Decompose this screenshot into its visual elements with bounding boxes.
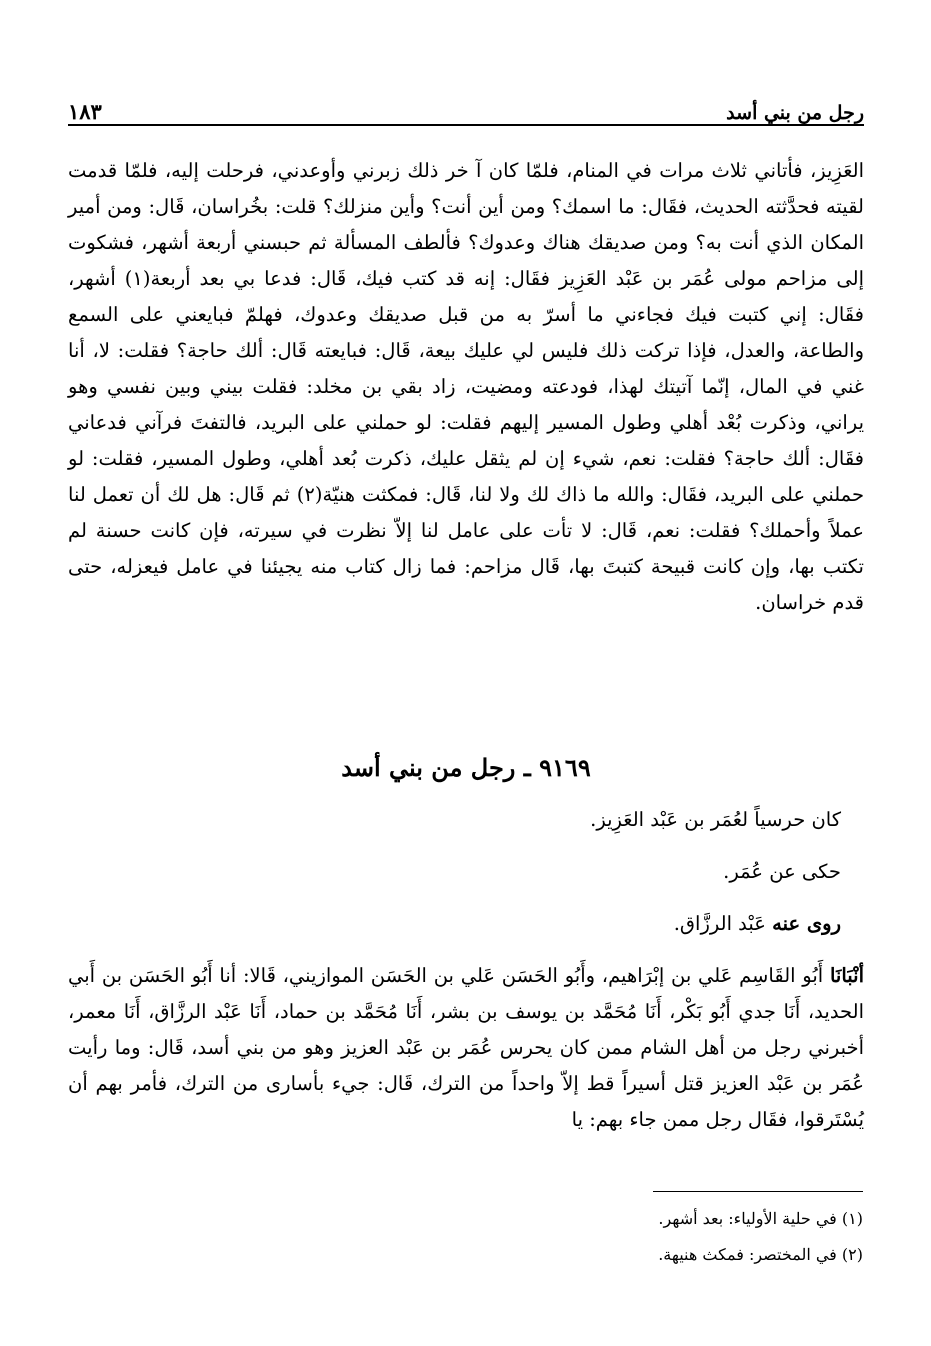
entry-narrated-from-line [674, 906, 841, 942]
isnad-keyword: أنْبَانَا [829, 964, 864, 987]
narrated-from-name: عَبْد الرزَّاق. [673, 912, 773, 935]
footnote-rule [653, 1191, 863, 1192]
isnad-text: أَبُو القَاسِم عَلي بن إبْرَاهيم، وأَبُو الحَسَن عَلي بن الحَسَن الموازيني، قَالا: أنا أَبُو الحَسَن بن أَبي الحديد، أَنَا جدي أَبُو بَكْر، أَنَا مُحَمَّد بن يوسف بن بشر، أَنَا مُحَمَّد بن حماد، أَنَا عَبْد الرزَّاق، أَنَا معمر، أخبرني رجل من أهل الشام ممن كان يحرس عُمَر بن عَبْد العزيز وهو من بني أسد، قَال: وما رأيت عُمَر بن عَبْد العزيز قتل أسيراً قط إلاّ واحداً من الترك، قَال: جيء بأسارى من الترك، فأمر بهم أن يُسْتَرقوا، فقَال رجل ممن جاء بهم: يا [68, 964, 864, 1131]
entry-narrated-line: حكى عن عُمَر. [723, 860, 841, 883]
entry-guard-line: كان حرسياً لعُمَر بن عَبْد العَزِيز. [590, 808, 841, 831]
footnote-2: (٢) في المختصر: فمكث هنيهة. [658, 1245, 863, 1264]
running-title: رجل من بني أسد [726, 102, 864, 124]
header-rule [68, 124, 864, 126]
main-paragraph: العَزِيز، فأتاني ثلاث مرات في المنام، فلمّا كان آ خر ذلك زبرني وأوعدني، فرحلت إليه، فلمّا قدمت لقيته فحدَّثته الحديث، فقَال: ما اسمك؟ ومن أين أنت؟ وأين منزلك؟ قلت: بخُراسان، قَال: ومن أمير المكان الذي أنت به؟ ومن صديقك هناك وعدوك؟ فألطف المسألة ثم حبسني أربعة أشهر، فشكوت إلى مزاحم مولى عُمَر بن عَبْد العَزِيز فقَال: إنه قد كتب فيك، قَال: فدعا بي بعد أربعة(١) أشهر، فقَال: إني كتبت فيك فجاءني ما أسرّ به من قبل صديقك وعدوك، فهلمّ فبايعني على السمع والطاعة، والعدل، فإذا تركت ذلك فليس لي عليك بيعة، قَال: فبايعته قَال: ألك حاجة؟ فقلت: لا، أنا غني في المال، إنّما آتيتك لهذا، فودعته ومضيت، زاد بقي بن مخلد: فقلت بيني وبين نفسي وهو يراني، وذكرت بُعْد أهلي وطول المسير إليهم فقلت: لو حملني على البريد، فالتفتَ فرآني فدعاني فقَال: ألك حاجة؟ فقلت: نعم، شيء إن لم يثقل عليك، ذكرت بُعد أهلي، وطول المسير، فقلت: لو حملني على البريد، فقَال: والله ما ذاك لك ولا لنا، قَال: فمكثت هنيّة(٢) ثم قَال: هل لك أن تعمل لنا عملاً وأحملك؟ فقلت: نعم، قَال: لا تأت على عامل لنا إلاّ نظرت في سيرته، فإن كانت حسنة لم تكتب بها، وإن كانت قبيحة كتبتَ بها، قَال مزاحم: فما زال كتاب منه يجيئنا في عامل فيعزله، حتى قدم خراسان. [68, 159, 864, 614]
page-header [68, 80, 864, 124]
page-number: ١٨٣ [68, 99, 102, 124]
entry-heading: ٩١٦٩ ـ رجل من بني أسد [341, 753, 591, 782]
footnote-1: (١) في حلية الأولياء: بعد أشهر. [658, 1209, 863, 1228]
narrated-from-keyword: روى عنه [772, 912, 841, 935]
isnad-paragraph [68, 958, 864, 1138]
